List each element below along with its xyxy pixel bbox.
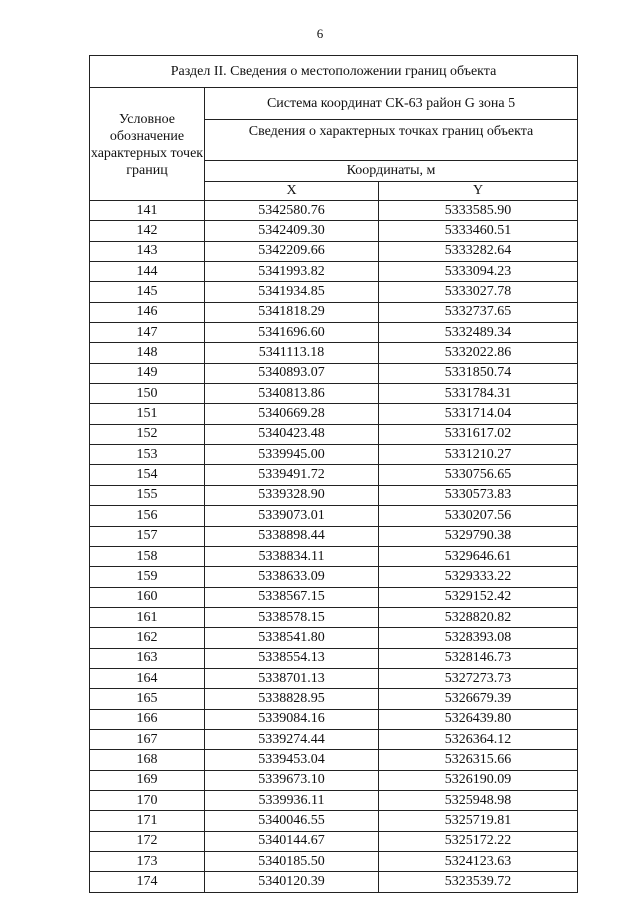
point-cell: 170 [90,790,205,810]
point-cell: 163 [90,648,205,668]
table-row [90,668,578,688]
point-cell: 167 [90,729,205,749]
x-coordinate-cell: 5341696.60 [205,323,379,343]
x-coordinate-cell: 5338633.09 [205,567,379,587]
y-coordinate-cell: 5325172.22 [379,831,578,851]
point-cell: 172 [90,831,205,851]
x-coordinate-cell: 5338834.11 [205,546,379,566]
point-cell: 149 [90,363,205,383]
table-row [90,323,578,343]
point-cell: 161 [90,607,205,627]
point-cell: 148 [90,343,205,363]
y-coordinate-cell: 5333282.64 [379,241,578,261]
y-coordinate-cell: 5324123.63 [379,852,578,872]
point-cell: 160 [90,587,205,607]
x-coordinate-cell: 5339084.16 [205,709,379,729]
x-coordinate-cell: 5338898.44 [205,526,379,546]
y-coordinate-cell: 5328393.08 [379,628,578,648]
x-coordinate-cell: 5339491.72 [205,465,379,485]
x-coordinate-cell: 5340046.55 [205,811,379,831]
point-cell: 158 [90,546,205,566]
y-coordinate-cell: 5323539.72 [379,872,578,892]
y-coordinate-cell: 5333027.78 [379,282,578,302]
point-cell: 142 [90,221,205,241]
y-coordinate-cell: 5332489.34 [379,323,578,343]
point-cell: 145 [90,282,205,302]
y-coordinate-cell: 5332737.65 [379,302,578,322]
y-coordinate-cell: 5328820.82 [379,607,578,627]
point-cell: 169 [90,770,205,790]
point-cell: 153 [90,445,205,465]
page-number: 6 [316,26,324,41]
x-coordinate-cell: 5340423.48 [205,424,379,444]
point-cell: 165 [90,689,205,709]
table-row [90,485,578,505]
point-cell: 157 [90,526,205,546]
point-cell: 150 [90,384,205,404]
y-coordinate-cell: 5331714.04 [379,404,578,424]
coordinates-table [89,55,578,893]
y-coordinate-cell: 5326679.39 [379,689,578,709]
table-row [90,628,578,648]
point-cell: 144 [90,262,205,282]
x-coordinate-cell: 5339673.10 [205,770,379,790]
x-coordinate-cell: 5339453.04 [205,750,379,770]
table-row [90,526,578,546]
point-cell: 173 [90,852,205,872]
table-row [90,770,578,790]
x-coordinate-cell: 5341993.82 [205,262,379,282]
y-coordinate-cell: 5332022.86 [379,343,578,363]
point-cell: 168 [90,750,205,770]
x-coordinate-cell: 5339274.44 [205,729,379,749]
y-coordinate-cell: 5329152.42 [379,587,578,607]
table-row [90,282,578,302]
point-cell: 155 [90,485,205,505]
x-coordinate-cell: 5340185.50 [205,852,379,872]
table-row [90,831,578,851]
x-coordinate-cell: 5340144.67 [205,831,379,851]
table-row [90,729,578,749]
x-coordinate-cell: 5340120.39 [205,872,379,892]
x-coordinate-cell: 5340669.28 [205,404,379,424]
x-coordinate-cell: 5341934.85 [205,282,379,302]
x-coordinate-cell: 5340893.07 [205,363,379,383]
x-coordinate-cell: 5340813.86 [205,384,379,404]
y-coordinate-cell: 5331617.02 [379,424,578,444]
point-cell: 146 [90,302,205,322]
table-row [90,384,578,404]
table-row [90,201,578,221]
points-info-header: Сведения о характерных точках границ объекта [205,120,578,161]
x-coordinate-cell: 5339328.90 [205,485,379,505]
coordinate-system-header: Система координат СК-63 район G зона 5 [205,88,578,120]
point-cell: 164 [90,668,205,688]
table-row [90,689,578,709]
point-cell: 143 [90,241,205,261]
table-row [90,241,578,261]
point-cell: 147 [90,323,205,343]
y-coordinate-cell: 5331784.31 [379,384,578,404]
point-cell: 171 [90,811,205,831]
point-cell: 156 [90,506,205,526]
x-coordinate-cell: 5338541.80 [205,628,379,648]
table-row [90,221,578,241]
y-coordinate-cell: 5330756.65 [379,465,578,485]
point-cell: 159 [90,567,205,587]
point-cell: 154 [90,465,205,485]
coordinates-header: Координаты, м [205,161,578,182]
x-coordinate-cell: 5339073.01 [205,506,379,526]
table-row [90,506,578,526]
table-row [90,648,578,668]
point-cell: 166 [90,709,205,729]
x-coordinate-cell: 5339936.11 [205,790,379,810]
y-coordinate-cell: 5329333.22 [379,567,578,587]
table-row [90,363,578,383]
x-coordinate-cell: 5342209.66 [205,241,379,261]
table-row [90,404,578,424]
point-cell: 151 [90,404,205,424]
table-row [90,343,578,363]
table-row [90,262,578,282]
y-coordinate-cell: 5325719.81 [379,811,578,831]
x-coordinate-cell: 5338701.13 [205,668,379,688]
x-coordinate-cell: 5342409.30 [205,221,379,241]
y-coordinate-cell: 5330207.56 [379,506,578,526]
y-coordinate-cell: 5330573.83 [379,485,578,505]
table-row [90,465,578,485]
section-title-row [90,56,578,88]
point-cell: 174 [90,872,205,892]
y-coordinate-cell: 5325948.98 [379,790,578,810]
y-coordinate-cell: 5333094.23 [379,262,578,282]
section-title: Раздел II. Сведения о местоположении границ объекта [90,56,578,88]
table-row [90,790,578,810]
x-coordinate-cell: 5341818.29 [205,302,379,322]
point-cell: 152 [90,424,205,444]
x-coordinate-cell: 5338567.15 [205,587,379,607]
x-column-header: X [205,182,379,201]
y-coordinate-cell: 5326315.66 [379,750,578,770]
table-row [90,811,578,831]
system-header-row [90,88,578,120]
table-row [90,445,578,465]
table-row [90,709,578,729]
point-cell: 141 [90,201,205,221]
y-coordinate-cell: 5331850.74 [379,363,578,383]
table-row [90,424,578,444]
y-coordinate-cell: 5333585.90 [379,201,578,221]
x-coordinate-cell: 5339945.00 [205,445,379,465]
table-row [90,852,578,872]
point-designation-header: Условное обозначение характерных точек границ [90,88,205,201]
x-coordinate-cell: 5338554.13 [205,648,379,668]
table-row [90,750,578,770]
x-coordinate-cell: 5342580.76 [205,201,379,221]
y-coordinate-cell: 5326439.80 [379,709,578,729]
y-coordinate-cell: 5333460.51 [379,221,578,241]
table-row [90,587,578,607]
y-coordinate-cell: 5326190.09 [379,770,578,790]
y-coordinate-cell: 5329790.38 [379,526,578,546]
y-coordinate-cell: 5331210.27 [379,445,578,465]
table-row [90,567,578,587]
x-coordinate-cell: 5338828.95 [205,689,379,709]
x-coordinate-cell: 5338578.15 [205,607,379,627]
y-column-header: Y [379,182,578,201]
point-cell: 162 [90,628,205,648]
table-row [90,302,578,322]
y-coordinate-cell: 5327273.73 [379,668,578,688]
x-coordinate-cell: 5341113.18 [205,343,379,363]
y-coordinate-cell: 5326364.12 [379,729,578,749]
y-coordinate-cell: 5329646.61 [379,546,578,566]
table-row [90,872,578,892]
table-row [90,546,578,566]
y-coordinate-cell: 5328146.73 [379,648,578,668]
table-row [90,607,578,627]
